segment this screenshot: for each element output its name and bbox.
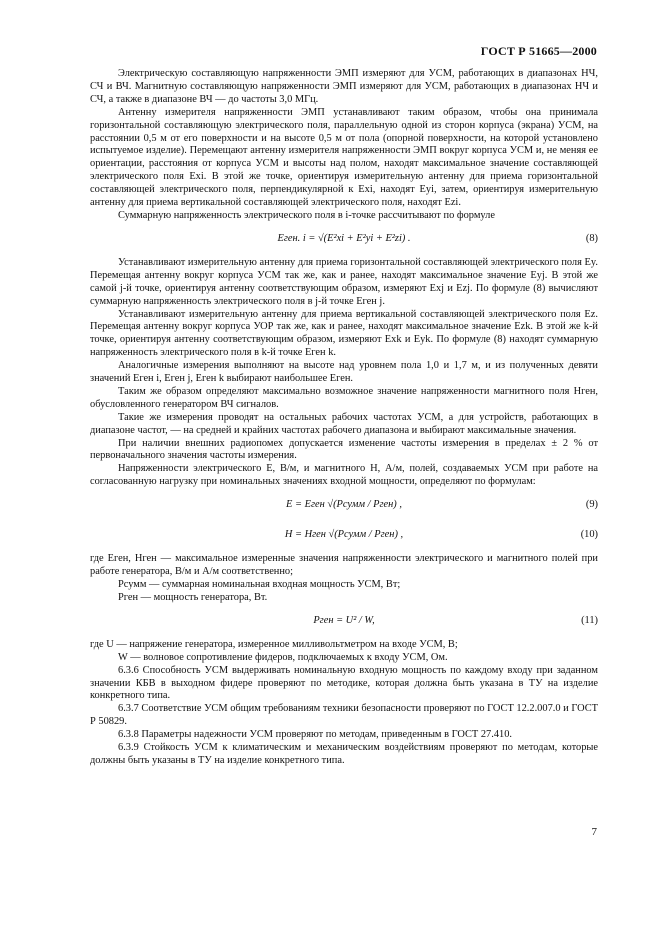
formula-11 bbox=[90, 609, 598, 635]
formula-expression: Pген = U² / W, bbox=[313, 614, 375, 626]
formula-8 bbox=[90, 227, 598, 253]
clause-6-3-6: 6.3.6 Способность УСМ выдерживать номинальную входную мощность по каждому входу при заданном значении КБВ в выходном фидере проверяют по методике, которая должна быть указана в ТУ на изделие конкретного типа. bbox=[90, 664, 598, 702]
formula-number: (11) bbox=[581, 614, 598, 626]
page-number: 7 bbox=[591, 826, 597, 838]
paragraph: При наличии внешних радиопомех допускается изменение частоты измерения в пределах ± 2 % от первоначального значения частоты измерения. bbox=[90, 437, 598, 462]
paragraph: Антенну измерителя напряженности ЭМП устанавливают таким образом, чтобы она принимала горизонтальной составляющую электрического поля, параллельную одной из сторон корпуса (экрана) УСМ, на расстоянии 0,5 м от его поверхности и на высоте 0,5 м от пола (опорной поверхности, на которой установлено испытуемое изделие). Перемещают антенну измерителя напряженности ЭМП вокруг корпуса УСМ и, не меняя ее ориентации, расстояния от корпуса УСМ и высоты над полом, находят максимальное значение составляющей электрического поля Exi. В этой же точке, ориентируя измерительную антенну для приема горизонтальной составляющей электрического поля, перпендикулярной к Exi, находят Eyi, затем, ориентируя измерительную антенну для приема вертикальной составляющей электрического поля, находят Ezi. bbox=[90, 106, 598, 209]
formula-number: (8) bbox=[585, 232, 598, 244]
paragraph: Электрическую составляющую напряженности ЭМП измеряют для УСМ, работающих в диапазонах НЧ, СЧ и ВЧ. Магнитную составляющую напряженности ЭМП измеряют для УСМ, работающих в диапазонах НЧ и СЧ, а также в диапазоне ВЧ — до частоты 3,0 МГц. bbox=[90, 68, 598, 105]
formula-expression: Eген. i = √(E²xi + E²yi + E²zi) . bbox=[277, 232, 411, 244]
where-clause: Pген — мощность генератора, Вт. bbox=[118, 591, 268, 603]
formula-10 bbox=[90, 523, 598, 549]
paragraph: Суммарную напряженность электрического поля в i-точке рассчитывают по формуле bbox=[118, 209, 495, 221]
where-clause: W — волновое сопротивление фидеров, подключаемых к входу УСМ, Ом. bbox=[118, 651, 448, 663]
page-body bbox=[90, 68, 598, 768]
formula-expression: H = Hген √(Pсумм / Pген) , bbox=[284, 529, 404, 541]
clause-6-3-8: 6.3.8 Параметры надежности УСМ проверяют по методам, приведенным в ГОСТ 27.410. bbox=[118, 729, 513, 741]
clause-6-3-9: 6.3.9 Стойкость УСМ к климатическим и механическим воздействиям проверяют по методам, которые должны быть указаны в ТУ на изделие конкретного типа. bbox=[90, 742, 598, 766]
clause-6-3-7: 6.3.7 Соответствие УСМ общим требованиям техники безопасности проверяют по ГОСТ 12.2.007.0 и ГОСТ Р 50829. bbox=[90, 703, 598, 728]
paragraph: Напряженности электрического E, В/м, и магнитного H, А/м, полей, создаваемых УСМ при работе на согласованную нагрузку при номинальных значениях входной мощности, определяют по формулам: bbox=[90, 463, 598, 488]
paragraph: Такие же измерения проводят на остальных рабочих частотах УСМ, а для устройств, работающих в диапазоне частот, — на средней и крайних частотах рабочего диапазона и выбирают максимальные значения. bbox=[90, 411, 598, 436]
where-clause: где Eген, Hген — максимальное измеренные значения напряженности электрического и магнитного полей при работе генератора, В/м и А/м соответственно; bbox=[90, 553, 598, 578]
formula-number: (9) bbox=[585, 499, 598, 511]
formula-number: (10) bbox=[580, 529, 598, 541]
where-clause: Pсумм — суммарная номинальная входная мощность УСМ, Вт; bbox=[118, 579, 401, 590]
where-clause: где U — напряжение генератора, измеренное милливольтметром на входе УСМ, В; bbox=[90, 638, 458, 650]
formula-9 bbox=[90, 493, 598, 519]
paragraph: Таким же образом определяют максимально возможное значение напряженности магнитного поля Hген, обусловленного генератором ВЧ сигналов. bbox=[90, 385, 598, 410]
formula-expression: E = Eген √(Pсумм / Pген) , bbox=[286, 499, 402, 511]
paragraph: Устанавливают измерительную антенну для приема горизонтальной составляющей электрического поля Ey. Перемещая антенну вокруг корпуса УСМ так же, как и ранее, находят максимальное значение Eyj. В этой же самой j-й точке, ориентируя антенну соответствующим образом, измеряют Exj и Ezj. По формуле (8) вычисляют суммарную напряженность электрического поля в j-й точке Eген j. bbox=[90, 256, 598, 307]
paragraph: Аналогичные измерения выполняют на высоте над уровнем пола 1,0 и 1,7 м, и из полученных девяти значений Eген i, Eген j, Eген k выбирают наибольшее Eген. bbox=[90, 360, 598, 385]
standard-header: ГОСТ Р 51665—2000 bbox=[480, 44, 597, 58]
paragraph: Устанавливают измерительную антенну для приема вертикальной составляющей электрического поля Ez. Перемещая антенну вокруг корпуса УОР так же, как и ранее, находят максимальное значение Ezk. В этой же k-й точке, ориентируя антенну соответствующим образом, измеряют Exk и Eyk. По формуле (8) находят суммарную напряженность электрического поля в k-й точке Eген k. bbox=[90, 308, 598, 359]
